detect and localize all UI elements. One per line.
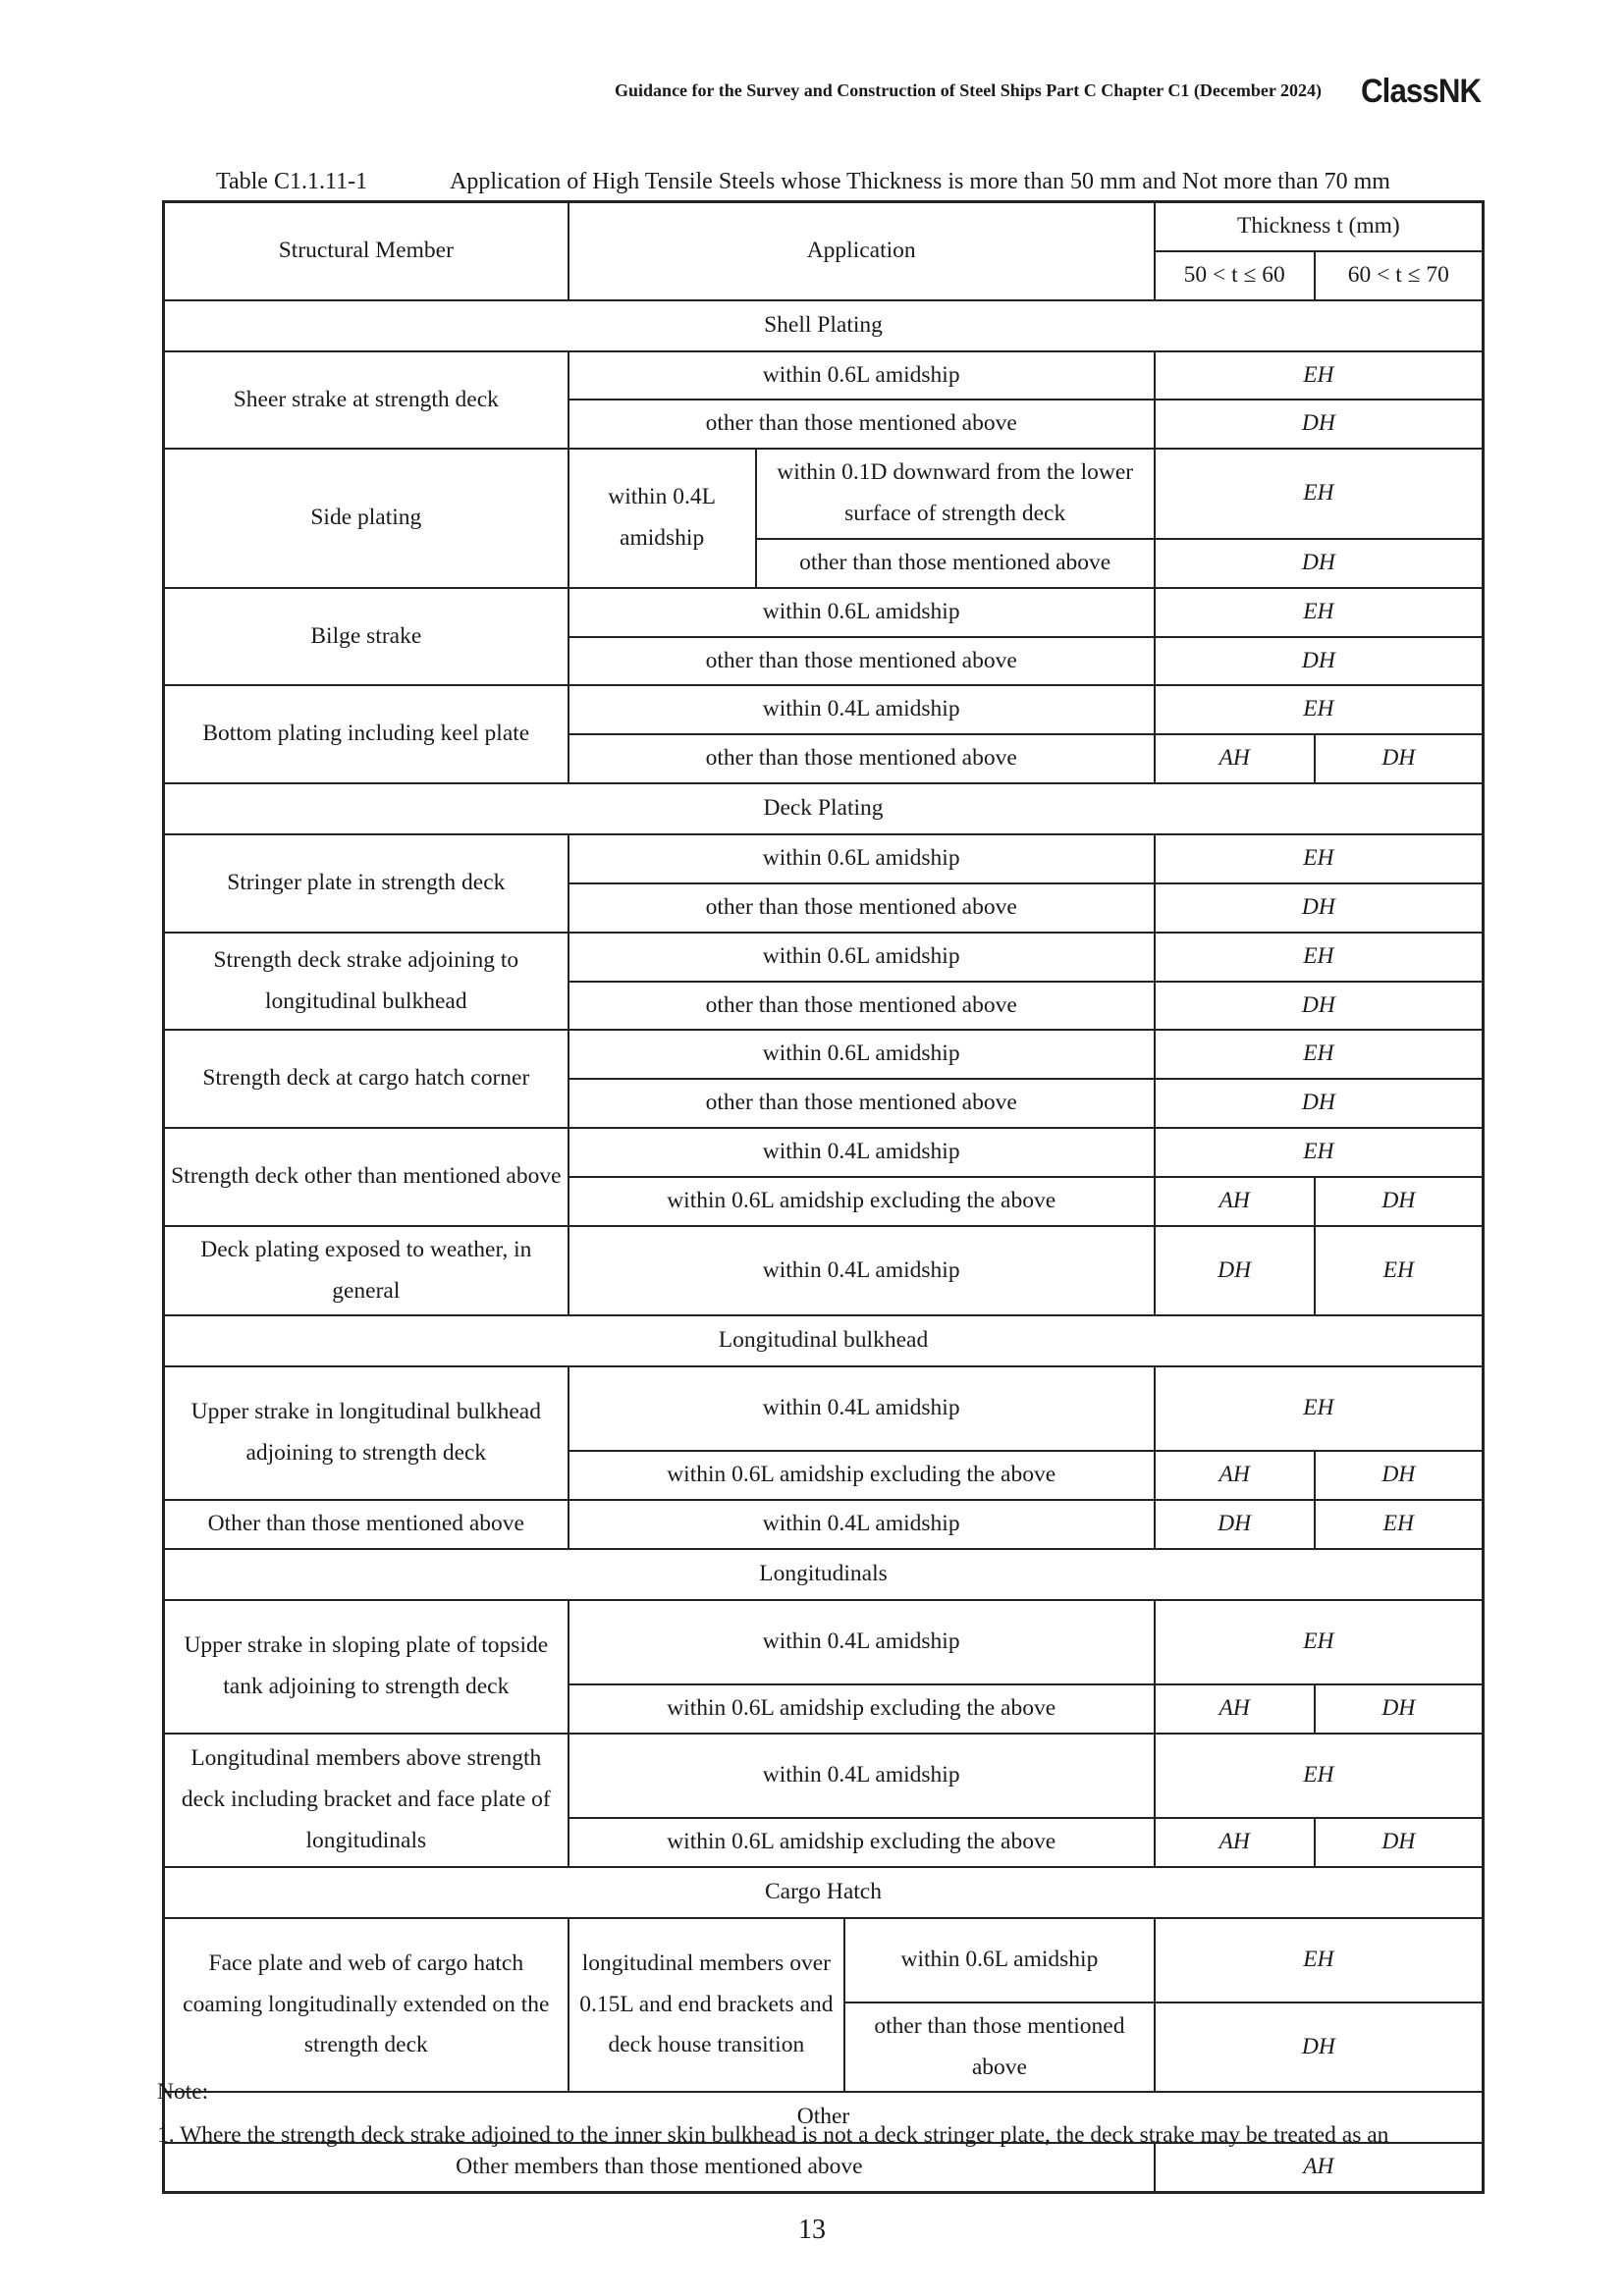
grade-cell: DH: [1315, 1451, 1484, 1500]
grade-cell: EH: [1155, 1366, 1484, 1451]
member-side-plating: Side plating: [164, 449, 568, 587]
application-cell: within 0.6L amidship excluding the above: [568, 1684, 1155, 1734]
grade-cell: DH: [1155, 2002, 1484, 2093]
grade-cell: DH: [1155, 1079, 1484, 1128]
section-deck-plating: Deck Plating: [164, 783, 1484, 834]
section-longitudinal-bulkhead: Longitudinal bulkhead: [164, 1315, 1484, 1366]
member-bottom-plating: Bottom plating including keel plate: [164, 685, 568, 783]
application-cell: within 0.6L amidship: [568, 588, 1155, 637]
grade-cell: EH: [1155, 1734, 1484, 1818]
sub-application-cell: longitudinal members over 0.15L and end brackets and deck house transition: [568, 1918, 844, 2093]
grade-cell: AH: [1155, 1177, 1315, 1226]
grade-cell: AH: [1155, 1818, 1315, 1867]
member-sloping-plate: Upper strake in sloping plate of topside tank adjoining to strength deck: [164, 1600, 568, 1734]
application-cell: within 0.6L amidship: [568, 351, 1155, 400]
grade-cell: EH: [1155, 685, 1484, 734]
grade-cell: DH: [1155, 1500, 1315, 1549]
application-cell: within 0.4L amidship: [568, 1366, 1155, 1451]
member-bulkhead-other: Other than those mentioned above: [164, 1500, 568, 1549]
grade-cell: EH: [1155, 834, 1484, 883]
application-cell: other than those mentioned above: [568, 637, 1155, 686]
note-item-1: 1. Where the strength deck strake adjoined to the inner skin bulkhead is not a deck stringer plate, the deck strake may be treated as an: [157, 2122, 1389, 2148]
grade-cell: DH: [1155, 982, 1484, 1031]
grade-cell: EH: [1155, 1600, 1484, 1684]
application-cell: within 0.4L amidship: [568, 1226, 1155, 1316]
application-cell: within 0.4L amidship: [568, 1734, 1155, 1818]
header-thickness-range-1: 50 < t ≤ 60: [1155, 251, 1315, 300]
grade-cell: EH: [1155, 1918, 1484, 2002]
grade-cell: EH: [1155, 1128, 1484, 1177]
table-caption-title: Application of High Tensile Steels whose Thickness is more than 50 mm and Not more than 70 mm: [450, 169, 1390, 194]
application-cell: within 0.6L amidship excluding the above: [568, 1451, 1155, 1500]
application-cell: within 0.6L amidship: [568, 933, 1155, 982]
header-thickness-range-2: 60 < t ≤ 70: [1315, 251, 1484, 300]
grade-cell: EH: [1155, 351, 1484, 400]
grade-cell: EH: [1155, 588, 1484, 637]
application-cell: within 0.4L amidship: [568, 1600, 1155, 1684]
application-cell: other than those mentioned above: [844, 2002, 1155, 2093]
application-cell: within 0.6L amidship: [844, 1918, 1155, 2002]
running-header: Guidance for the Survey and Construction of Steel Ships Part C Chapter C1 (December 2024): [615, 80, 1322, 100]
grade-cell: AH: [1155, 1684, 1315, 1734]
grade-cell: AH: [1155, 1451, 1315, 1500]
member-stringer-plate: Stringer plate in strength deck: [164, 834, 568, 933]
member-upper-strake-bulkhead: Upper strake in longitudinal bulkhead adjoining to strength deck: [164, 1366, 568, 1500]
note-label: Note:: [157, 2079, 209, 2105]
grade-cell: DH: [1315, 734, 1484, 783]
application-cell: other than those mentioned above: [568, 734, 1155, 783]
grade-cell: EH: [1315, 1226, 1484, 1316]
grade-cell: AH: [1155, 2143, 1484, 2192]
grade-cell: DH: [1155, 539, 1484, 588]
application-cell: within 0.4L amidship: [568, 1500, 1155, 1549]
grade-cell: EH: [1155, 1030, 1484, 1079]
application-cell: within 0.4L amidship: [568, 1128, 1155, 1177]
member-weather-deck: Deck plating exposed to weather, in general: [164, 1226, 568, 1316]
grade-cell: DH: [1155, 637, 1484, 686]
sub-application-cell: within 0.4L amidship: [568, 449, 756, 587]
application-cell: other than those mentioned above: [756, 539, 1155, 588]
header-structural-member: Structural Member: [164, 202, 568, 300]
grade-cell: DH: [1155, 883, 1484, 933]
grade-cell: EH: [1155, 449, 1484, 539]
table-caption-id: Table C1.1.11-1: [216, 169, 368, 194]
application-cell: within 0.6L amidship excluding the above: [568, 1177, 1155, 1226]
section-other: Other: [164, 2092, 1484, 2143]
application-cell: within 0.6L amidship excluding the above: [568, 1818, 1155, 1867]
section-cargo-hatch: Cargo Hatch: [164, 1867, 1484, 1918]
grade-cell: AH: [1155, 734, 1315, 783]
section-shell-plating: Shell Plating: [164, 300, 1484, 351]
application-cell: within 0.6L amidship: [568, 1030, 1155, 1079]
grade-cell: EH: [1155, 933, 1484, 982]
member-deck-strake-bulkhead: Strength deck strake adjoining to longitudinal bulkhead: [164, 933, 568, 1031]
member-hatch-corner: Strength deck at cargo hatch corner: [164, 1030, 568, 1128]
grade-cell: DH: [1315, 1684, 1484, 1734]
steel-application-table: [162, 200, 1485, 2194]
member-bilge-strake: Bilge strake: [164, 588, 568, 686]
application-cell: other than those mentioned above: [568, 982, 1155, 1031]
application-cell: within 0.4L amidship: [568, 685, 1155, 734]
application-cell: within 0.1D downward from the lower surface of strength deck: [756, 449, 1155, 539]
header-thickness: Thickness t (mm): [1155, 202, 1484, 251]
application-cell: within 0.6L amidship: [568, 834, 1155, 883]
member-hatch-coaming: Face plate and web of cargo hatch coaming longitudinally extended on the strength deck: [164, 1918, 568, 2093]
page-number: 13: [798, 2215, 826, 2245]
classnk-logo: ClassNK: [1361, 73, 1482, 110]
application-cell: other than those mentioned above: [568, 1079, 1155, 1128]
grade-cell: DH: [1155, 400, 1484, 449]
member-longitudinals-above-deck: Longitudinal members above strength deck including bracket and face plate of longitudinals: [164, 1734, 568, 1867]
member-sheer-strake: Sheer strake at strength deck: [164, 351, 568, 450]
header-application: Application: [568, 202, 1155, 300]
member-strength-deck-other: Strength deck other than mentioned above: [164, 1128, 568, 1226]
application-cell: other than those mentioned above: [568, 883, 1155, 933]
application-cell: other than those mentioned above: [568, 400, 1155, 449]
member-other-members: Other members than those mentioned above: [164, 2143, 1155, 2192]
grade-cell: DH: [1315, 1818, 1484, 1867]
grade-cell: EH: [1315, 1500, 1484, 1549]
grade-cell: DH: [1315, 1177, 1484, 1226]
grade-cell: DH: [1155, 1226, 1315, 1316]
section-longitudinals: Longitudinals: [164, 1549, 1484, 1600]
